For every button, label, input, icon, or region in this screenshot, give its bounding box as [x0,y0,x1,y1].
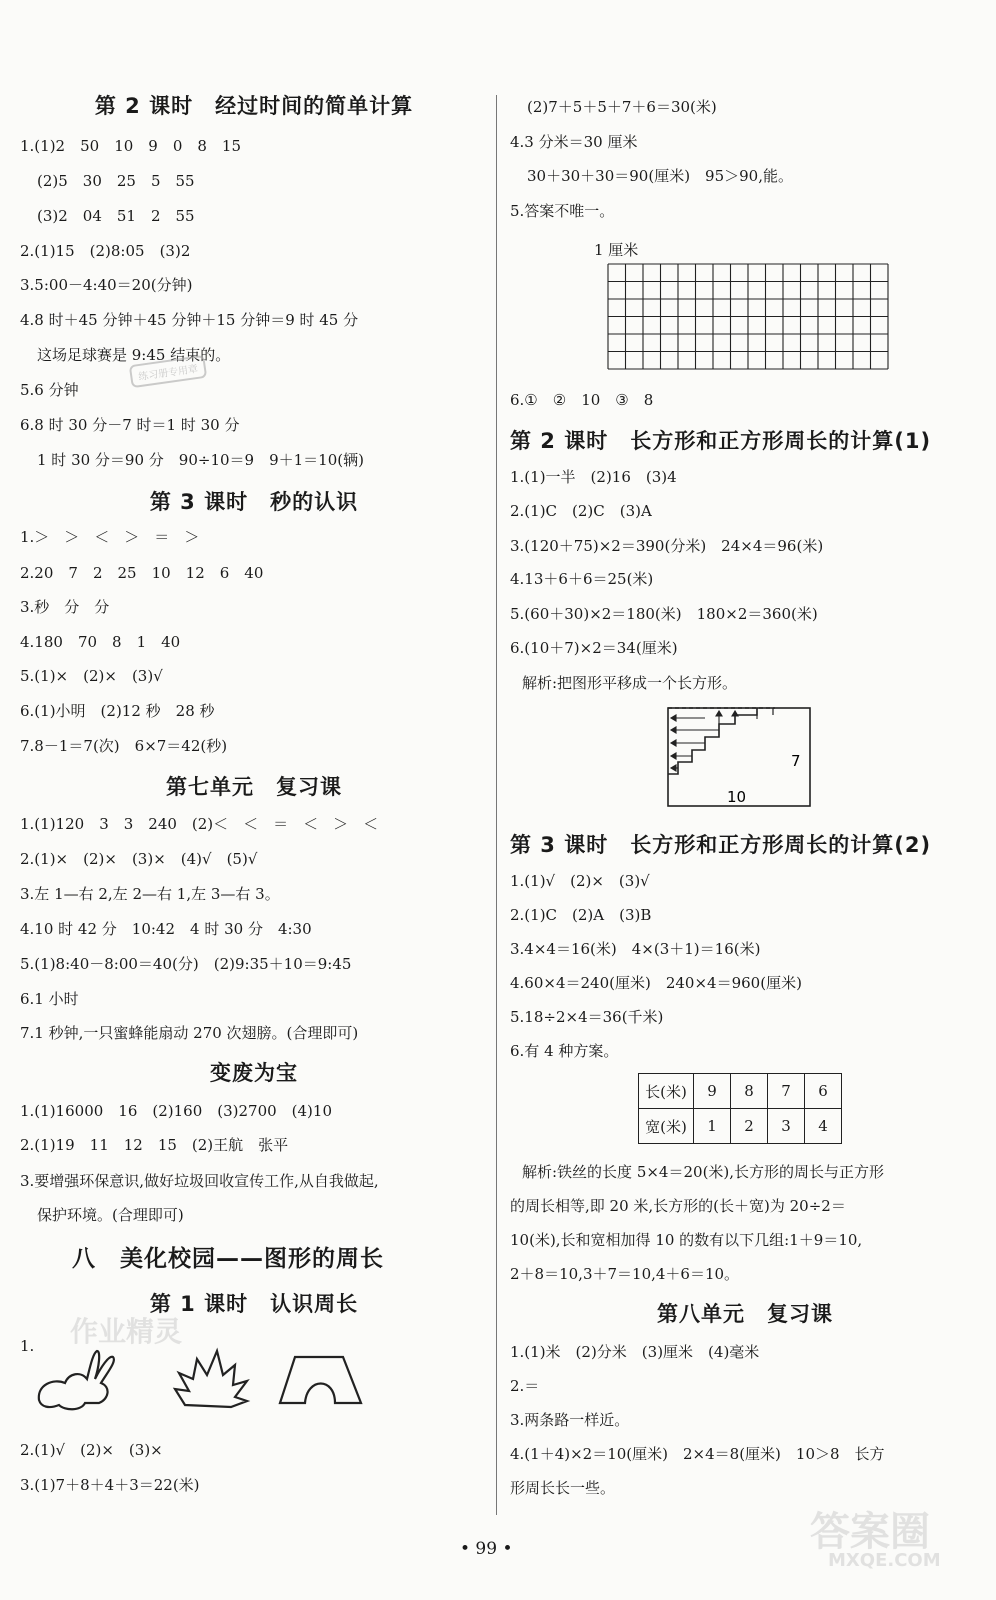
answer-line: 5.(60＋30)×2＝180(米) 180×2＝360(米) [510,605,818,623]
heading-unit8-review: 第八单元 复习课 [657,1302,833,1326]
answer-line: 3.秒 分 分 [20,598,110,616]
answer-line: 2.(1)√ (2)× (3)× [20,1441,163,1459]
staircase-figure [665,705,825,811]
answer-line: 2.(1)C (2)A (3)B [510,906,652,924]
heading-lesson1-perimeter: 第 1 课时 认识周长 [149,1292,359,1316]
table-cell: 宽(米) [639,1109,694,1144]
answer-line: 3.要增强环保意识,做好垃圾回收宣传工作,从自我做起, [20,1172,379,1190]
heading-recycling: 变废为宝 [210,1061,298,1085]
table-cell: 1 [694,1109,731,1144]
answer-line: 4.3 分米＝30 厘米 [510,133,638,151]
answer-line: 6.(10＋7)×2＝34(厘米) [510,639,678,657]
column-divider [496,95,497,1515]
table-cell: 8 [731,1074,768,1109]
grid-scale-label: 1 厘米 [594,241,639,259]
heading-lesson2-rect-perimeter-1: 第 2 课时 长方形和正方形周长的计算(1) [510,429,932,453]
answer-line: 1.(1)一半 (2)16 (3)4 [510,468,677,486]
perimeter-shapes [35,1345,365,1415]
table-cell: 7 [768,1074,805,1109]
table-cell: 9 [694,1074,731,1109]
heading-lesson3-seconds: 第 3 课时 秒的认识 [149,490,359,514]
answer-line: 6.8 时 30 分－7 时＝1 时 30 分 [20,416,240,434]
answer-line: 1. [20,1337,35,1355]
answer-line: 6.有 4 种方案。 [510,1042,619,1060]
answer-line: 1.(1)米 (2)分米 (3)厘米 (4)毫米 [510,1343,760,1361]
answer-line: 7.8－1＝7(次) 6×7＝42(秒) [20,737,228,755]
answer-line: 4.13＋6＋6＝25(米) [510,570,654,588]
answer-line: 5.18÷2×4＝36(千米) [510,1008,664,1026]
answer-line: 3.(1)7＋8＋4＋3＝22(米) [20,1476,200,1494]
square-grid [606,262,890,370]
answer-line: 3.4×4＝16(米) 4×(3＋1)＝16(米) [510,940,761,958]
answer-line: 3.两条路一样近。 [510,1411,630,1429]
solution-note: 10(米),长和宽相加得 10 的数有以下几组:1＋9＝10, [510,1231,863,1249]
answer-line: (2)5 30 25 5 55 [37,172,195,190]
answer-line: 1.(1)2 50 10 9 0 8 15 [20,137,241,155]
answer-line: 3.(120＋75)×2＝390(分米) 24×4＝96(米) [510,537,824,555]
answer-line: 1.(1)√ (2)× (3)√ [510,872,650,890]
answer-line: 1 时 30 分＝90 分 90÷10＝9 9＋1＝10(辆) [37,451,364,469]
answer-line: 1.(1)120 3 3 240 (2)＜ ＜ ＝ ＜ ＞ ＜ [20,815,379,833]
answer-line: (3)2 04 51 2 55 [37,207,195,225]
answer-line: 2.＝ [510,1377,540,1395]
answer-line: 5.(1)8:40－8:00＝40(分) (2)9:35＋10＝9:45 [20,955,352,973]
answer-line: 6.1 小时 [20,990,79,1008]
answer-line: 1.＞ ＞ ＜ ＞ ＝ ＞ [20,528,200,546]
answer-line: 2.(1)15 (2)8:05 (3)2 [20,242,191,260]
answer-line: 5.答案不唯一。 [510,202,615,220]
table-row [639,1074,842,1109]
answer-line: 2.20 7 2 25 10 12 6 40 [20,564,264,582]
answer-line: 2.(1)19 11 12 15 (2)王航 张平 [20,1136,289,1154]
answer-line: 这场足球赛是 9:45 结束的。 [37,346,231,364]
table-cell: 长(米) [639,1074,694,1109]
answer-line: 6.① ② 10 ③ 8 [510,391,654,409]
watermark: 作业精灵 [70,1315,183,1348]
solution-note: 解析:铁丝的长度 5×4＝20(米),长方形的周长与正方形 [522,1163,885,1181]
solution-note: 的周长相等,即 20 米,长方形的(长＋宽)为 20÷2＝ [510,1197,846,1215]
answer-line: 30＋30＋30＝90(厘米) 95＞90,能。 [527,167,793,185]
table-row [639,1109,842,1144]
answer-line: 3.左 1—右 2,左 2—右 1,左 3—右 3。 [20,885,280,903]
answer-line: 4.(1＋4)×2＝10(厘米) 2×4＝8(厘米) 10＞8 长方 [510,1445,885,1463]
leaf-shape [175,1351,247,1407]
table-cell: 3 [768,1109,805,1144]
arch-shape [280,1357,361,1403]
figure-height-label: 7 [791,752,801,770]
answer-line: 4.60×4＝240(厘米) 240×4＝960(厘米) [510,974,802,992]
watermark: 答案圈 [810,1509,930,1555]
answer-line: 4.180 70 8 1 40 [20,633,181,651]
answer-line: 7.1 秒钟,一只蜜蜂能扇动 270 次翅膀。(合理即可) [20,1024,359,1042]
answer-line: 4.10 时 42 分 10:42 4 时 30 分 4:30 [20,920,312,938]
answer-line: 5.6 分钟 [20,381,79,399]
heading-unit7-review: 第七单元 复习课 [166,775,342,799]
solution-note: 解析:把图形平移成一个长方形。 [522,674,738,692]
heading-lesson3-rect-perimeter-2: 第 3 课时 长方形和正方形周长的计算(2) [510,833,932,857]
answer-line: 保护环境。(合理即可) [37,1206,184,1224]
stamp: 练习册专用章 [129,355,207,388]
table-cell: 4 [805,1109,842,1144]
heading-lesson2-elapsed-time: 第 2 课时 经过时间的简单计算 [94,94,414,118]
page-number: • 99 • [460,1539,513,1559]
answer-line: 5.(1)× (2)× (3)√ [20,667,163,685]
heading-chapter8: 八 美化校园——图形的周长 [72,1246,384,1272]
answer-line: 2.(1)C (2)C (3)A [510,502,652,520]
table-cell: 6 [805,1074,842,1109]
answer-line: 形周长长一些。 [510,1479,616,1497]
figure-width-label: 10 [727,788,747,806]
answer-line: 4.8 时＋45 分钟＋45 分钟＋15 分钟＝9 时 45 分 [20,311,359,329]
answer-line: (2)7＋5＋5＋7＋6＝30(米) [527,98,717,116]
solution-note: 2＋8＝10,3＋7＝10,4＋6＝10。 [510,1265,740,1283]
answer-line: 3.5:00－4:40＝20(分钟) [20,276,193,294]
watermark: MXQE.COM [828,1550,941,1571]
answer-line: 6.(1)小明 (2)12 秒 28 秒 [20,702,215,720]
table-cell: 2 [731,1109,768,1144]
grid-lines [608,264,888,369]
rabbit-shape [39,1351,114,1409]
length-width-table [638,1073,842,1144]
answer-line: 2.(1)× (2)× (3)× (4)√ (5)√ [20,850,258,868]
answer-line: 1.(1)16000 16 (2)160 (3)2700 (4)10 [20,1102,332,1120]
